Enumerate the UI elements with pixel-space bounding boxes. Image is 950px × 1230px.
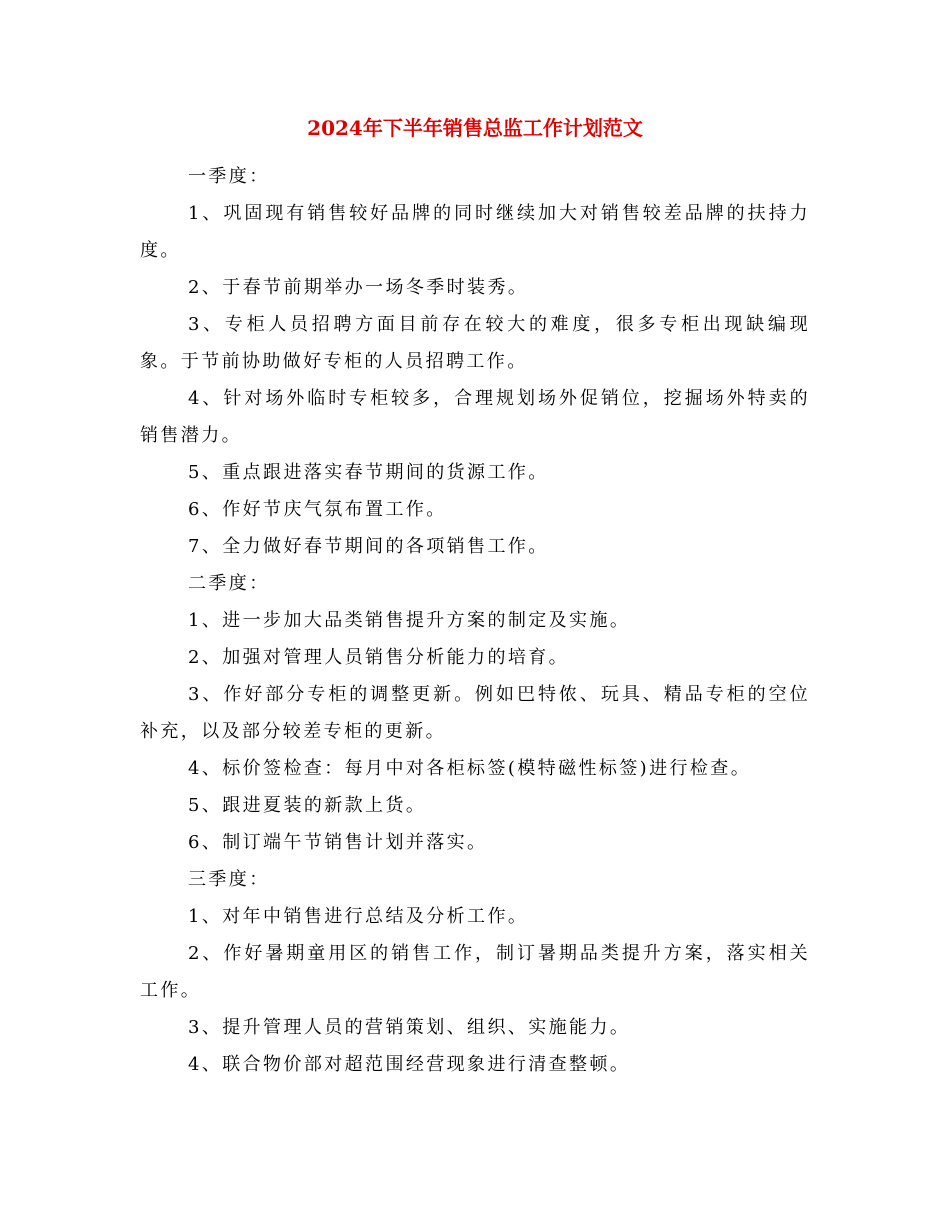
paragraph: 1、进一步加大品类销售提升方案的制定及实施。 xyxy=(188,610,631,631)
paragraph: 6、作好节庆气氛布置工作。 xyxy=(188,499,447,520)
paragraph: 2、加强对管理人员销售分析能力的培育。 xyxy=(188,647,570,668)
paragraph: 7、全力做好春节期间的各项销售工作。 xyxy=(188,536,549,557)
paragraph: 6、制订端午节销售计划并落实。 xyxy=(188,832,488,853)
section-heading-q2: 二季度： xyxy=(188,573,270,594)
document-body xyxy=(140,158,810,1083)
paragraph: 5、重点跟进落实春节期间的货源工作。 xyxy=(188,462,549,483)
section-heading-q3: 三季度： xyxy=(188,869,270,890)
paragraph: 2、作好暑期童用区的销售工作，制订暑期品类提升方案，落实相关工作。 xyxy=(140,943,810,1001)
paragraph: 1、巩固现有销售较好品牌的同时继续加大对销售较差品牌的扶持力度。 xyxy=(140,203,810,261)
document-title: 2024年下半年销售总监工作计划范文 xyxy=(307,116,643,140)
paragraph: 3、专柜人员招聘方面目前存在较大的难度，很多专柜出现缺编现象。于节前协助做好专柜的人员招聘工作。 xyxy=(140,314,810,372)
paragraph: 3、提升管理人员的营销策划、组织、实施能力。 xyxy=(188,1017,631,1038)
paragraph: 3、作好部分专柜的调整更新。例如巴特侬、玩具、精品专柜的空位补充，以及部分较差专柜的更新。 xyxy=(140,684,810,742)
paragraph: 4、联合物价部对超范围经营现象进行清查整顿。 xyxy=(188,1054,631,1075)
paragraph: 2、于春节前期举办一场冬季时装秀。 xyxy=(188,277,529,298)
paragraph: 4、标价签检查：每月中对各柜标签(模特磁性标签)进行检查。 xyxy=(188,758,752,779)
section-heading-q1: 一季度： xyxy=(188,166,270,187)
paragraph: 4、针对场外临时专柜较多，合理规划场外促销位，挖掘场外特卖的销售潜力。 xyxy=(140,388,810,446)
paragraph: 5、跟进夏装的新款上货。 xyxy=(188,795,427,816)
paragraph: 1、对年中销售进行总结及分析工作。 xyxy=(188,906,529,927)
